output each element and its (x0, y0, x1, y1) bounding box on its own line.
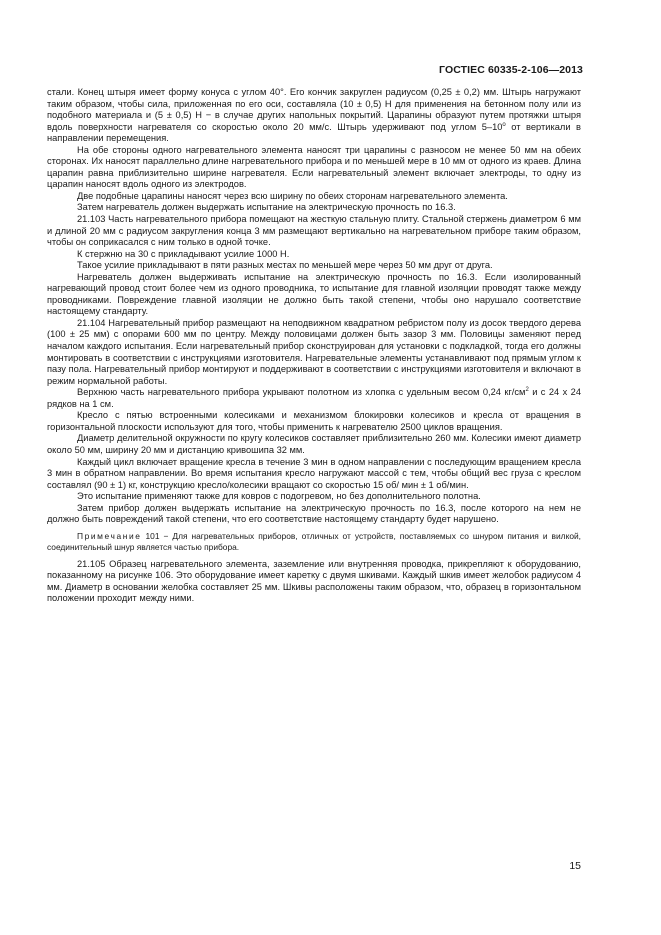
superscript: o (502, 121, 506, 128)
page-number: 15 (569, 860, 581, 872)
paragraph: 21.104 Нагревательный прибор размещают на неподвижном квадратном ребристом полу из досок твердого дерева (100 ± 25 мм) с опорами 600 мм по центру. Между половицами должен быть зазор 3 мм. Половицы заменяют перед началом каждого испытания. Если нагревательный прибор сконструирован для установки с подкладкой, тогда его должны монтировать в соответствии с инструкциями изготовителя. Нагревательные элементы устанавливают под прямым углом к пазу пола. Нагревательный прибор монтируют и поддерживают в соответствии с инструкциями изготовителя и включают в режим нормальной работы. (47, 317, 581, 386)
superscript: 2 (525, 387, 529, 394)
note-text: 101 − Для нагревательных приборов, отличных от устройств, поставляемых со шнуром питания и вилкой, соединительный шнур является частью прибора. (47, 530, 581, 552)
paragraph: Такое усилие прикладывают в пяти разных местах по меньшей мере через 50 мм друг от друга. (77, 260, 493, 271)
note (47, 531, 581, 553)
document-body (47, 87, 581, 605)
paragraph: К стержню на 30 с прикладывают усилие 1000 Н. (77, 248, 290, 259)
paragraph (47, 387, 581, 410)
paragraph: 21.105 Образец нагревательного элемента, заземление или внутренняя проводка, прикрепляют к оборудованию, показанному на рисунке 106. Это оборудование имеет каретку с двумя шкивами. Каждый шкив имеет желобок радиусом 4 мм. Диаметр в основании желобка составляет 25 мм. Шкивы расположены таким образом, что, образец в горизонтальном положении проходит между ними. (47, 558, 581, 604)
paragraph-text: Верхнюю часть нагревательного прибора укрывают полотном из хлопка с удельным весом 0,24 кг/см (77, 387, 526, 398)
paragraph-text: стали. Конец штыря имеет форму конуса с углом 40°. Его кончик закруглен радиусом (0,25 ± 0,2) мм. Штырь нагружают таким образом, чтобы сила, приложенная по его оси, составляла (10 ± 0,5) Н для применения на бетонном полу или из подобного материала и (5 ± 0,5) Н − в случае других напольных покрытий. Царапины образуют путем протяжки штыря вдоль поверхности нагревателя со скоростью около 20 мм/с. Штырь удерживают под углом 5–10 (47, 87, 581, 132)
paragraph (47, 87, 581, 145)
note-label: Примечание (77, 530, 142, 541)
paragraph: Каждый цикл включает вращение кресла в течение 3 мин в одном направлении с последующим вращением кресла 3 мин в обратном направлении. Во время испытания кресло нагружают массой с тем, чтобы общий вес груза с креслом составлял (90 ± 1) кг, конструкцию кресло/колесики вращают со скоростью 15 об/ мин ± 1 об/мин. (47, 456, 581, 490)
paragraph: Диаметр делительной окружности по кругу колесиков составляет приблизительно 260 мм. Колесики имеют диаметр около 50 мм, ширину 20 мм и дистанцию кривошипа 32 мм. (47, 433, 581, 455)
paragraph: Затем прибор должен выдержать испытание на электрическую прочность по 16.3, после которого на нем не должно быть повреждений такой степени, что его соответствие настоящему стандарту будет нарушено. (47, 502, 581, 525)
paragraph: На обе стороны одного нагревательного элемента наносят три царапины с разносом не менее 50 мм на обеих сторонах. Их наносят параллельно длине нагревательного прибора и по меньшей мере в 10 мм от одного из краев. Длина царапин равна приблизительно ширине нагревателя. Если нагревательный элемент включает электроды, то одну из царапин наносят вдоль одного из электродов. (47, 144, 581, 190)
paragraph: Кресло с пятью встроенными колесиками и механизмом блокировки колесиков и кресла от вращения в горизонтальной плоскости используют для того, чтобы применить к нагревателю 2500 циклов вращения. (47, 410, 581, 432)
paragraph: Две подобные царапины наносят через всю ширину по обеих сторонам нагревательного элемента. (77, 190, 508, 201)
paragraph: 21.103 Часть нагревательного прибора помещают на жесткую стальную плиту. Стальной стержень диаметром 6 мм и длиной 20 мм с радиусом закругления конца 3 мм размещают вертикально на нагревательном приборе таким образом, чтобы он соприкасался с ним только в одной точке. (47, 214, 581, 248)
paragraph-text: от вертикали в направлении перемещения. (47, 121, 581, 144)
paragraph: Затем нагреватель должен выдержать испытание на электрическую прочность по 16.3. (77, 202, 456, 213)
paragraph: Это испытание применяют также для ковров с подогревом, но без дополнительного полотна. (77, 491, 481, 502)
paragraph-text: и с 24 х 24 рядков на 1 см. (47, 387, 581, 409)
paragraph: Нагреватель должен выдерживать испытание на электрическую прочность по 16.3. Если изолированный нагревающий провод стоит более чем из одного проводника, то испытание для главной изоляции проводят также между проводниками. Повреждение главной изоляции не должно быть такой степени, чтобы оно нарушало соответствие настоящему стандарту. (47, 271, 581, 317)
standard-header: ГОСТIEC 60335-2-106—2013 (439, 64, 583, 76)
